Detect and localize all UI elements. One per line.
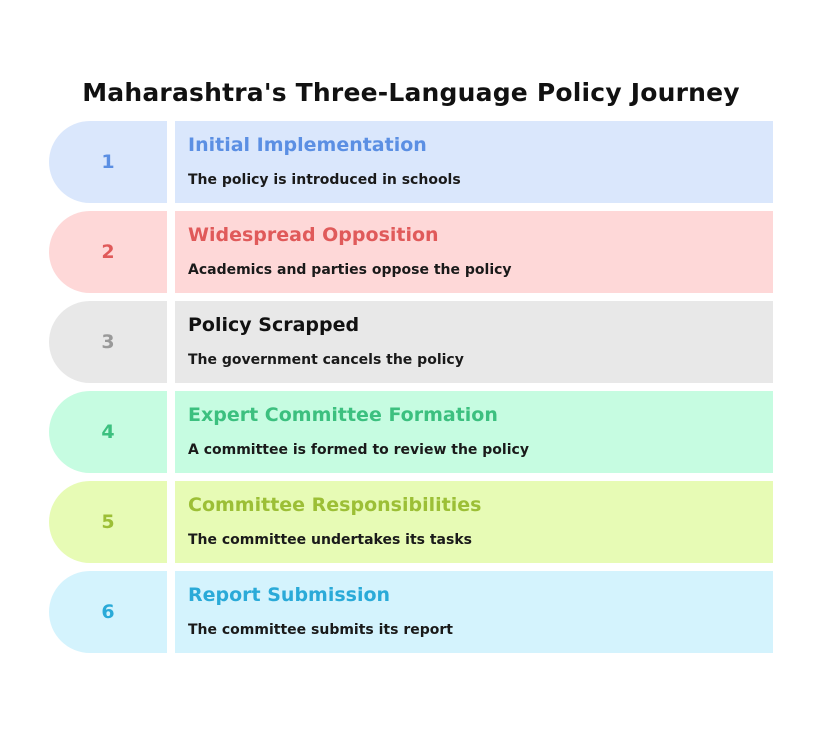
step-card — [175, 571, 773, 653]
step-title: Expert Committee Formation — [188, 404, 498, 426]
step-description: Academics and parties oppose the policy — [188, 262, 512, 278]
step-description: The committee undertakes its tasks — [188, 532, 472, 548]
step-number: 4 — [49, 391, 167, 473]
step-description: The policy is introduced in schools — [188, 172, 461, 188]
page-title: Maharashtra's Three-Language Policy Journey — [82, 78, 740, 107]
step-title: Committee Responsibilities — [188, 494, 482, 516]
timeline-steps — [49, 121, 773, 661]
step-description: The committee submits its report — [188, 622, 453, 638]
step-card — [175, 481, 773, 563]
step-number: 5 — [49, 481, 167, 563]
step-number: 3 — [49, 301, 167, 383]
step-6 — [49, 571, 773, 653]
step-description: The government cancels the policy — [188, 352, 464, 368]
step-card — [175, 301, 773, 383]
step-2 — [49, 211, 773, 293]
step-card — [175, 121, 773, 203]
step-number: 6 — [49, 571, 167, 653]
step-title: Initial Implementation — [188, 134, 427, 156]
step-number: 2 — [49, 211, 167, 293]
step-5 — [49, 481, 773, 563]
step-3 — [49, 301, 773, 383]
step-4 — [49, 391, 773, 473]
step-number: 1 — [49, 121, 167, 203]
step-description: A committee is formed to review the policy — [188, 442, 529, 458]
step-title: Widespread Opposition — [188, 224, 439, 246]
step-card — [175, 211, 773, 293]
step-title: Policy Scrapped — [188, 314, 360, 336]
step-1 — [49, 121, 773, 203]
step-card — [175, 391, 773, 473]
step-title: Report Submission — [188, 584, 391, 606]
